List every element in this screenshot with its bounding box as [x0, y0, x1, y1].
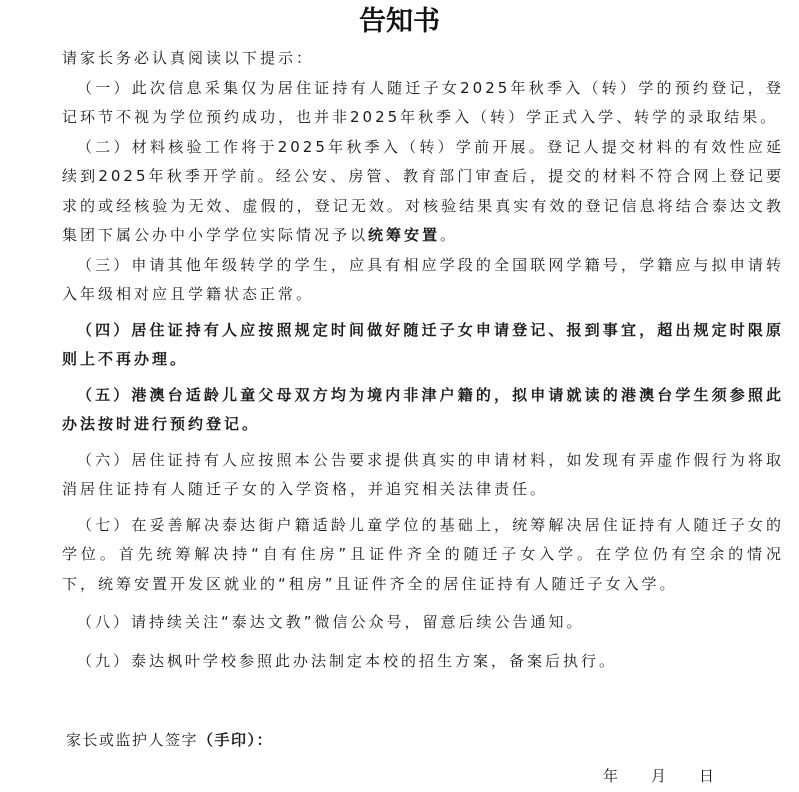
notice-item-3-text: （三）申请其他年级转学的学生，应具有相应学段的全国联网学籍号，学籍应与拟申请转入年级相对应且学籍状态正常。 [62, 255, 784, 303]
date-month-label: 月 [651, 767, 667, 785]
notice-item-1-text: （一）此次信息采集仅为居住证持有人随迁子女2025年秋季入（转）学的预约登记，登记环节不视为学位预约成功，也并非2025年秋季入（转）学正式入学、转学的录取结果。 [62, 78, 784, 126]
signature-label: 家长或监护人签字 [66, 731, 199, 749]
notice-item-2-emphasis: 统筹安置 [368, 226, 441, 244]
intro-text: 请家长务必认真阅读以下提示： [62, 49, 315, 67]
document-body [62, 44, 784, 676]
date-day-label: 日 [699, 767, 715, 785]
notice-item-2-tail: 。 [440, 226, 459, 244]
notice-item-9 [62, 647, 784, 677]
date-line [603, 765, 719, 786]
notice-item-5-text: （五）港澳台适龄儿童父母双方均为境内非津户籍的，拟申请就读的港澳台学生须参照此办法按时进行预约登记。 [62, 385, 784, 433]
notice-item-4 [62, 316, 784, 375]
document-title: 告知书 [359, 6, 440, 37]
signature-note: （手印）： [198, 731, 274, 749]
notice-item-7 [62, 511, 784, 600]
notice-item-3 [62, 251, 784, 310]
notice-item-6-text: （六）居住证持有人应按照本公告要求提供真实的申请材料，如发现有弄虚作假行为将取消居住证持有人随迁子女的入学资格，并追究相关法律责任。 [62, 450, 784, 498]
notice-item-8-text: （八）请持续关注“泰达文教”微信公众号，留意后续公告通知。 [77, 613, 585, 631]
notice-item-2 [62, 133, 784, 251]
notice-item-1 [62, 74, 784, 133]
notice-item-9-text: （九）泰达枫叶学校参照此办法制定本校的招生方案，备案后执行。 [77, 651, 618, 670]
notice-item-4-text: （四）居住证持有人应按照规定时间做好随迁子女申请登记、报到事宜，超出规定时限原则上不再办理。 [62, 320, 784, 368]
notice-item-2-text: （二）材料核验工作将于2025年秋季入（转）学前开展。登记人提交材料的有效性应延续到2025年秋季开学前。经公安、房管、教育部门审查后，提交的材料不符合网上登记要求的或经核验为无效、虚假的，登记无效。对核验结果真实有效的登记信息将结合泰达文教集团下属公办中小学学位实际情况予以 [62, 137, 784, 244]
notice-item-6 [62, 446, 784, 505]
notice-item-8 [62, 608, 784, 638]
notice-item-7-text: （七）在妥善解决泰达街户籍适龄儿童学位的基础上，统筹解决居住证持有人随迁子女的学位。首先统筹解决持“自有住房”且证件齐全的随迁子女入学。在学位仍有空余的情况下，统筹安置开发区就业的“租房”且证件齐全的居住证持有人随迁子女入学。 [62, 515, 784, 593]
signature-line [66, 729, 273, 750]
date-year-label: 年 [603, 767, 619, 785]
notice-item-5 [62, 381, 784, 440]
